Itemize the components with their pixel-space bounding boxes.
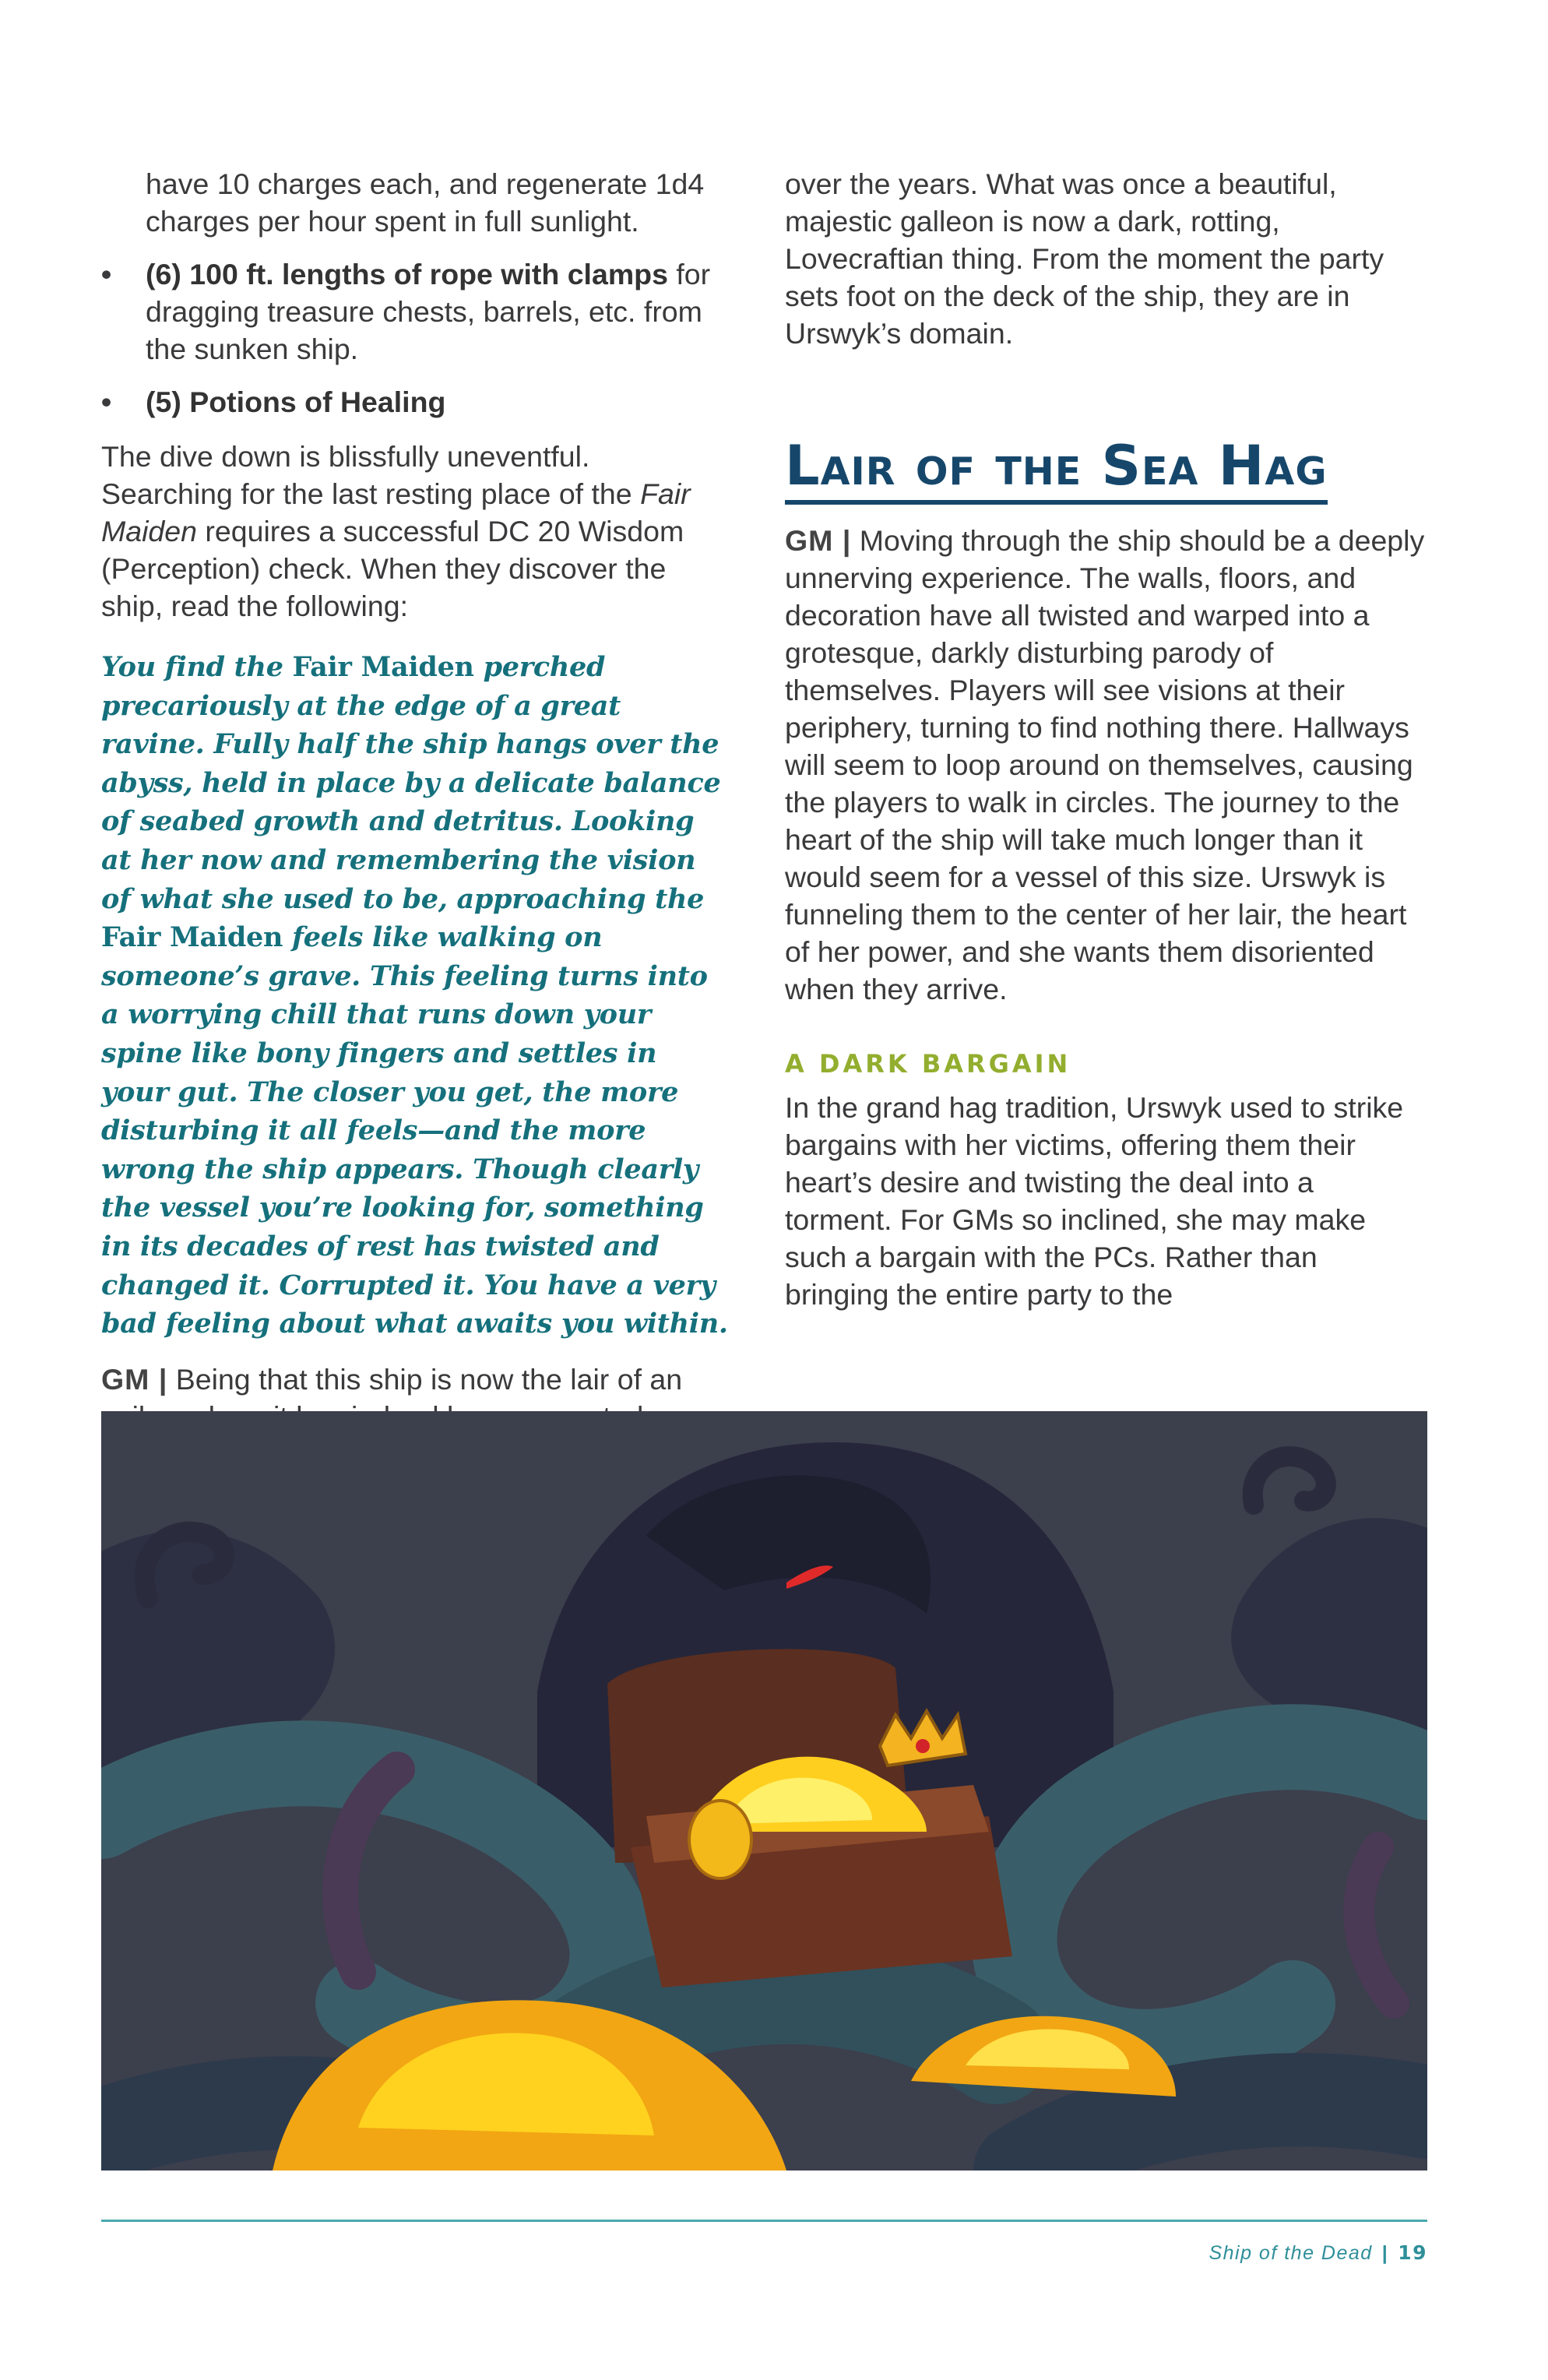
bullet-icon: •: [101, 386, 112, 418]
list-item: [101, 383, 729, 421]
illustration-svg: [101, 1411, 1427, 2171]
continued-item-text: have 10 charges each, and regenerate 1d4 charges per hour spent in full sunlight.: [146, 167, 705, 238]
read-aloud-part: You find the: [101, 651, 293, 683]
page-footer: [1208, 2241, 1427, 2265]
section-heading: Lair of the Sea Hag: [785, 433, 1328, 505]
ship-name: Fair Maiden: [292, 651, 474, 683]
page-number: 19: [1398, 2241, 1427, 2264]
book-title: Ship of the Dead: [1208, 2242, 1373, 2264]
gm-text: Moving through the ship should be a deeply unnerving experience. The walls, floors, and decoration have all twisted and warped into a grotesque, darkly disturbing parody of themselves. Players will see visions at their periphery, turning to find nothing there. Hallways will seem to loop around on themselves, causing the players to walk in circles. The journey to the heart of the ship will take much longer than it would seem for a vessel of this size. Urswyk is funneling them to the center of her lair, the heart of her power, and she wants them disoriented when they arrive.: [785, 524, 1425, 1005]
continued-paragraph: over the years. What was once a beautiful, majestic galleon is now a dark, rotting, Lovecraftian thing. From the moment the party sets foot on the deck of the ship, they are in Urswyk’s domain.: [785, 167, 1384, 350]
read-aloud-part: perched precariously at the edge of a great ravine. Fully half the ship hangs over the abyss, held in place by a delicate balance of seabed growth and detritus. Looking at her now and remembering the vision of what she used to be, approaching the: [101, 651, 721, 915]
gm-label: GM |: [101, 1362, 168, 1396]
subheading: A DARK BARGAIN: [785, 1049, 1071, 1079]
list-item-bold: (5) Potions of Healing: [146, 386, 446, 418]
footer-separator: |: [1381, 2242, 1389, 2264]
gm-paragraph: [785, 522, 1428, 1008]
sea-hag-illustration: [101, 1411, 1427, 2171]
right-column: [785, 165, 1428, 1313]
body-text: The dive down is blissfully uneventful. Searching for the last resting place of the: [101, 440, 641, 510]
read-aloud-part: feels like walking on someone’s grave. This feeling turns into a worrying chill that runs down your spine like bony fingers and settles in your gut. The closer you get, the more disturbing it all feels—and the more wrong the ship appears. Though clearly the vessel you’re looking for, something in its decades of rest has twisted and changed it. Corrupted it. You have a very bad feeling about what awaits you within.: [101, 921, 728, 1340]
left-column: [101, 165, 729, 1435]
list-item-bold: (6) 100 ft. lengths of rope with clamps: [146, 258, 668, 290]
ship-name: Fair Maiden: [101, 477, 691, 547]
read-aloud-text: [101, 648, 729, 1343]
bullet-icon: •: [101, 258, 112, 290]
gm-label: GM |: [785, 524, 852, 557]
body-paragraph: [101, 438, 729, 625]
footer-rule: [101, 2220, 1427, 2222]
body-text: requires a successful DC 20 Wisdom (Perception) check. When they discover the ship, read the following:: [101, 515, 684, 622]
body-paragraph: In the grand hag tradition, Urswyk used to strike bargains with her victims, offering them their heart’s desire and twisting the deal into a torment. For GMs so inclined, she may make such a bargain with the PCs. Rather than bringing the entire party to the: [785, 1091, 1404, 1311]
gm-text: Being that this ship is now the lair of an: [175, 1362, 683, 1396]
ship-name: Fair Maiden: [101, 921, 283, 954]
list-item-text: for dragging treasure chests, barrels, etc. from the sunken ship.: [146, 258, 711, 365]
list-item: [101, 255, 729, 368]
